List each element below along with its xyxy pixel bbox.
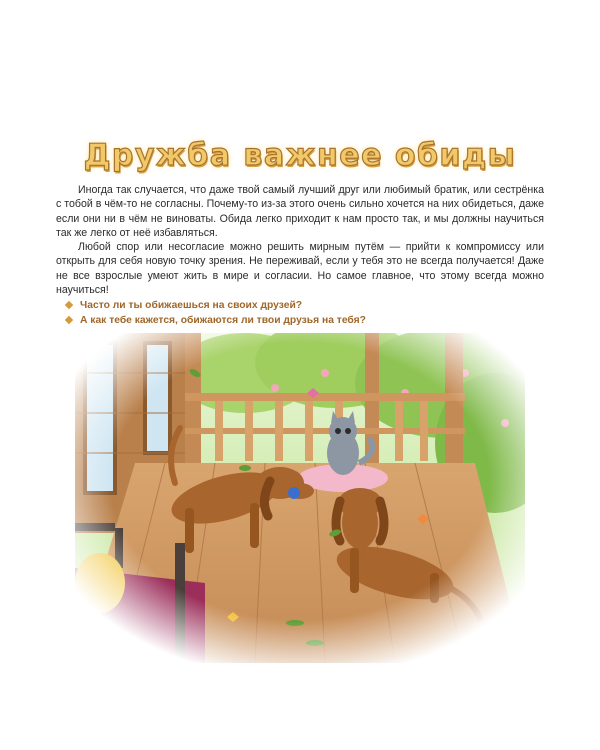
question-text: Часто ли ты обижаешься на своих друзей? [80,300,303,311]
question-item [66,298,536,313]
diamond-bullet-icon [65,316,73,324]
paragraph: Любой спор или несогласие можно решить мирным путём — прийти к компромиссу или открыть для себя новую точку зрения. Не переживай, если у тебя это не всегда получается! Даже не все взрослые умеют жить в мире и согласии. Но самое главное, что этому всегда можно научиться! [56,241,544,297]
question-text: А как тебе кажется, обижаются ли твои друзья на тебя? [80,315,366,326]
question-list [66,298,536,328]
diamond-bullet-icon [65,301,73,309]
page-title: Дружба важнее обиды [83,138,517,173]
porch-scene-image [75,333,525,663]
question-item [66,313,536,328]
body-text [56,183,544,297]
paragraph: Иногда так случается, что даже твой самый лучший друг или любимый братик, или сестрёнка с тобой в чём-то не согласны. Почему-то из-за этого очень сильно хочется на них обидеться, даже если они ни в чём не виноваты. Обида легко приходит к нам просто так, и мы должны научиться так же легко от неё избавляться. [56,184,544,239]
porch-illustration [75,333,525,663]
